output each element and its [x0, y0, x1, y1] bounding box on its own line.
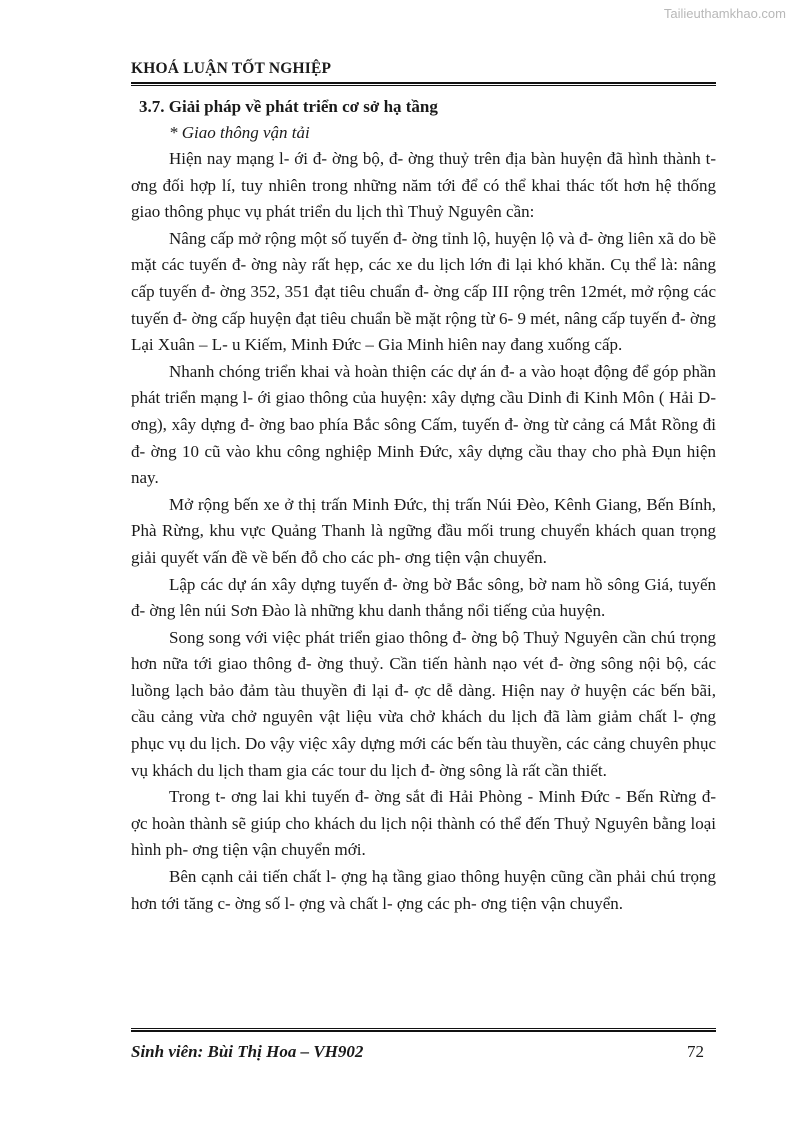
section-title: 3.7. Giải pháp về phát triển cơ sở hạ tầng [139, 97, 438, 116]
paragraph: Hiện nay mạng l- ới đ- ờng bộ, đ- ờng thuỷ trên địa bàn huyện đã hình thành t- ơng đối hợp lí, tuy nhiên trong những năm tới để có thể khai thác tốt hơn hệ thống giao thông phục vụ phát triển du lịch thì Thuỷ Nguyên cần: [131, 149, 716, 222]
paragraph: Song song với việc phát triển giao thông đ- ờng bộ Thuỷ Nguyên cần chú trọng hơn nữa tới giao thông đ- ờng thuỷ. Cần tiến hành nạo vét đ- ờng sông nội bộ, các luồng lạch bảo đảm tàu thuyền đi lại đ- ợc dễ dàng. Hiện nay ở huyện các bến bãi, cầu cảng vừa chở nguyên vật liệu vừa chở khách du lịch đã làm giảm chất l- ợng phục vụ du lịch. Do vậy việc xây dựng mới các bến tàu thuyền, các cảng chuyên phục vụ khách du lịch tham gia các tour du lịch đ- ờng sông là rất cần thiết. [131, 627, 716, 780]
page-body [131, 94, 716, 917]
paragraph: Bên cạnh cải tiến chất l- ợng hạ tầng giao thông huyện cũng cần phải chú trọng hơn tới tăng c- ờng số l- ợng và chất l- ợng các ph- ơng tiện vận chuyển. [131, 867, 716, 913]
page-header [131, 60, 716, 86]
watermark: Tailieuthamkhao.com [663, 6, 786, 21]
header-title: KHOÁ LUẬN TỐT NGHIỆP [131, 60, 332, 77]
footer-rule [131, 1028, 716, 1032]
page-footer [131, 1028, 716, 1062]
paragraph: Trong t- ơng lai khi tuyến đ- ờng sắt đi Hải Phòng - Minh Đức - Bến Rừng đ- ợc hoàn thành sẽ giúp cho khách du lịch nội thành có thể đến Thuỷ Nguyên bằng loại hình ph- ơng tiện vận chuyển mới. [131, 787, 716, 860]
page-number: 72 [687, 1042, 704, 1061]
paragraph: Lập các dự án xây dựng tuyến đ- ờng bờ Bắc sông, bờ nam hồ sông Giá, tuyến đ- ờng lên núi Sơn Đào là những khu danh thắng nổi tiếng của huyện. [131, 574, 716, 621]
paragraph: Nhanh chóng triển khai và hoàn thiện các dự án đ- a vào hoạt động để góp phần phát triển mạng l- ới giao thông của huyện: xây dựng cầu Dinh đi Kinh Môn ( Hải D- ơng), xây dựng đ- ờng bao phía Bắc sông Cấm, tuyến đ- ờng từ cảng cá Mắt Rồng đi đ- ờng 10 cũ vào khu công nghiệp Minh Đức, xây dựng cầu thay cho phà Đụn hiện nay. [131, 361, 716, 488]
header-rule [131, 82, 716, 86]
footer-row [131, 1042, 716, 1062]
paragraph: Nâng cấp mở rộng một số tuyến đ- ờng tỉnh lộ, huyện lộ và đ- ờng liên xã do bề mặt các tuyến đ- ờng này rất hẹp, các xe du lịch lớn đi lại khó khăn. Cụ thể là: nâng cấp tuyến đ- ờng 352, 351 đạt tiêu chuẩn đ- ờng cấp III rộng trên 12mét, mở rộng các tuyến đ- ờng cấp huyện đạt tiêu chuẩn bề mặt rộng từ 6- 9 mét, nâng cấp tuyến đ- ờng Lại Xuân – L- u Kiếm, Minh Đức – Gia Minh hiên nay đang xuống cấp. [131, 228, 716, 355]
footer-student: Sinh viên: Bùi Thị Hoa – VH902 [131, 1042, 364, 1061]
paragraph: Mở rộng bến xe ở thị trấn Minh Đức, thị trấn Núi Đèo, Kênh Giang, Bến Bính, Phà Rừng, khu vực Quảng Thanh là ngững đầu mối trung chuyển khách quan trọng giải quyết vấn đề về bến đỗ cho các ph- ơng tiện vận chuyển. [131, 494, 716, 567]
section-subhead: * Giao thông vận tải [169, 123, 310, 142]
